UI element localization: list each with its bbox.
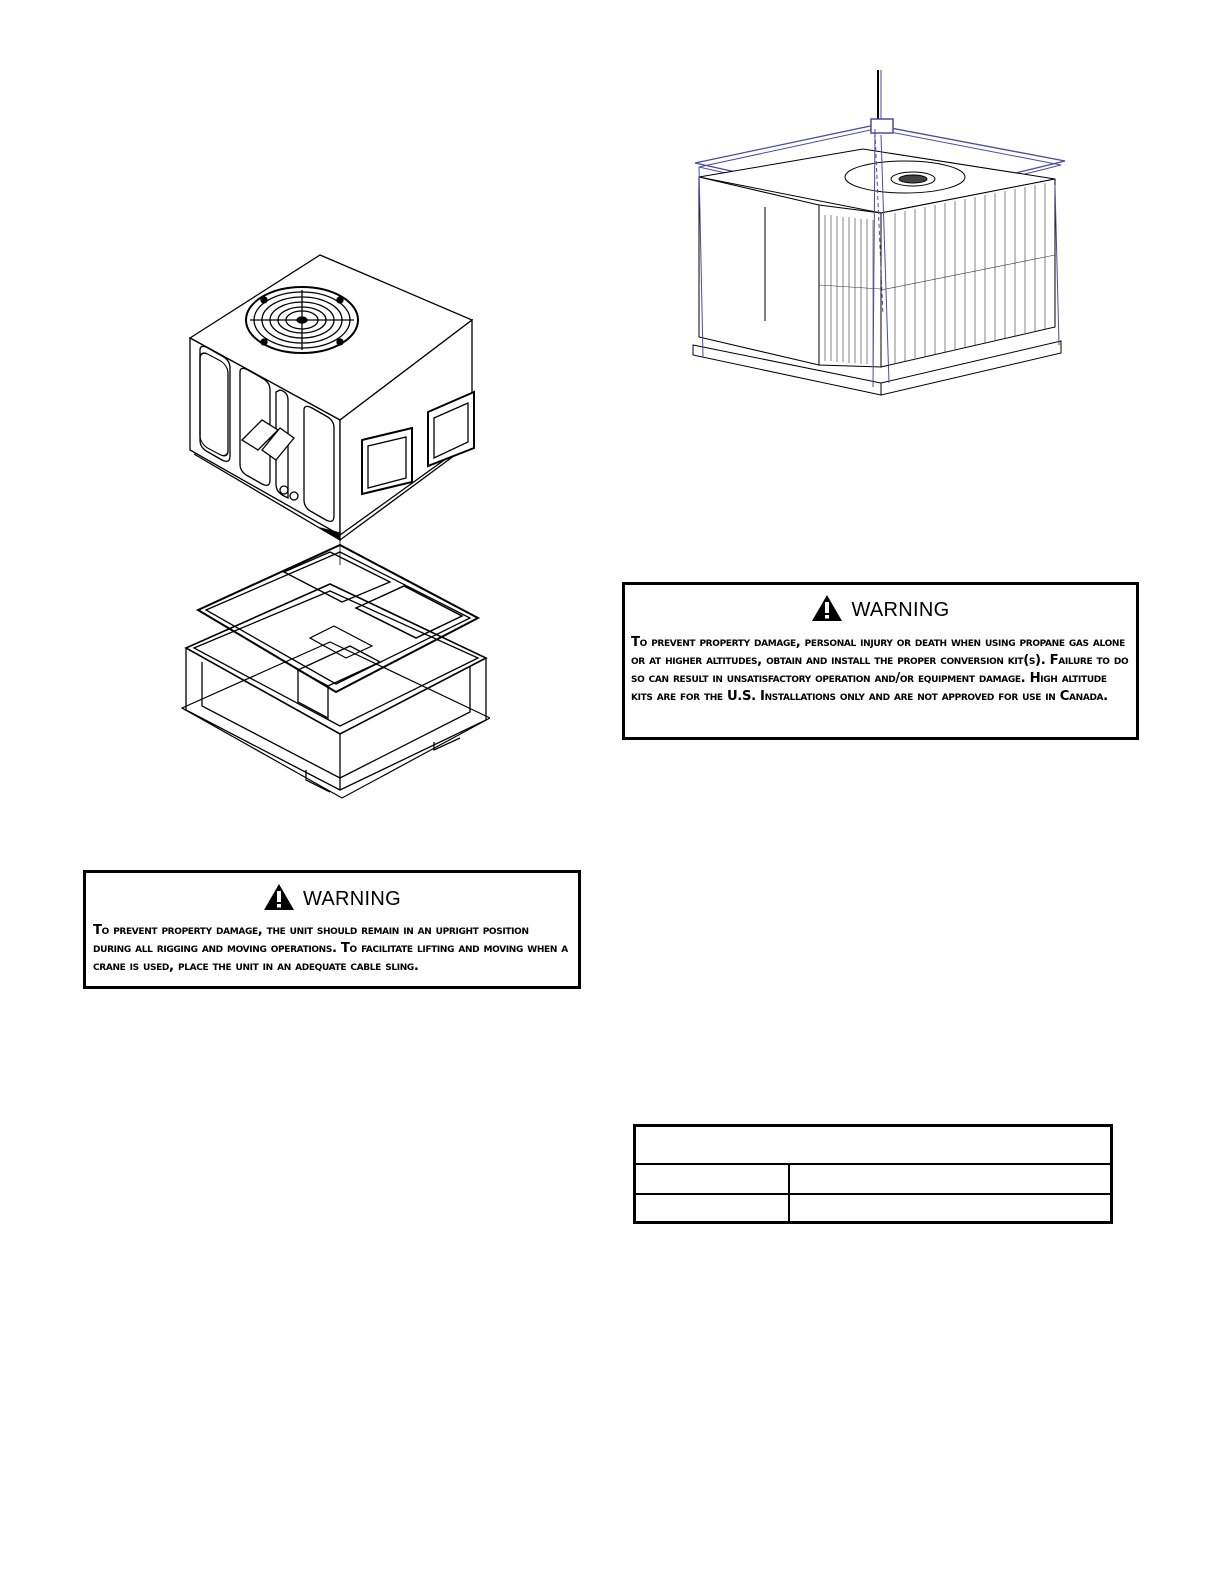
warning-triangle-icon [811,594,843,627]
table-row [636,1193,1110,1195]
kit-table [633,1124,1113,1224]
warning-text: To prevent property damage, personal injury or death when using propane gas alone or at higher altitudes, obtain and install the proper conversion kit(s). Failure to do so can result in unsatisfactory operation and/or equipment damage. High altitude kits are for the U.S. Installations only and are not approved for use in Canada. [631,635,1129,704]
unit-and-roof-curb-illustration [180,250,490,805]
warning-heading: WARNING [302,888,402,910]
conversion-kit-warning-box [622,582,1139,740]
warning-heading: WARNING [851,599,950,621]
warning-text: To prevent property damage, the unit should remain in an upright position during all rigging and moving operations. To facilitate lifting and moving when a crane is used, place the unit in an adequate cable sling. [93,923,568,974]
unit-rigging-illustration [685,65,1070,410]
rigging-warning-box [83,870,581,989]
warning-header [86,883,578,916]
table-column-divider [788,1163,790,1224]
table-row [636,1163,1110,1165]
warning-header [625,594,1136,627]
warning-triangle-icon [263,883,295,916]
